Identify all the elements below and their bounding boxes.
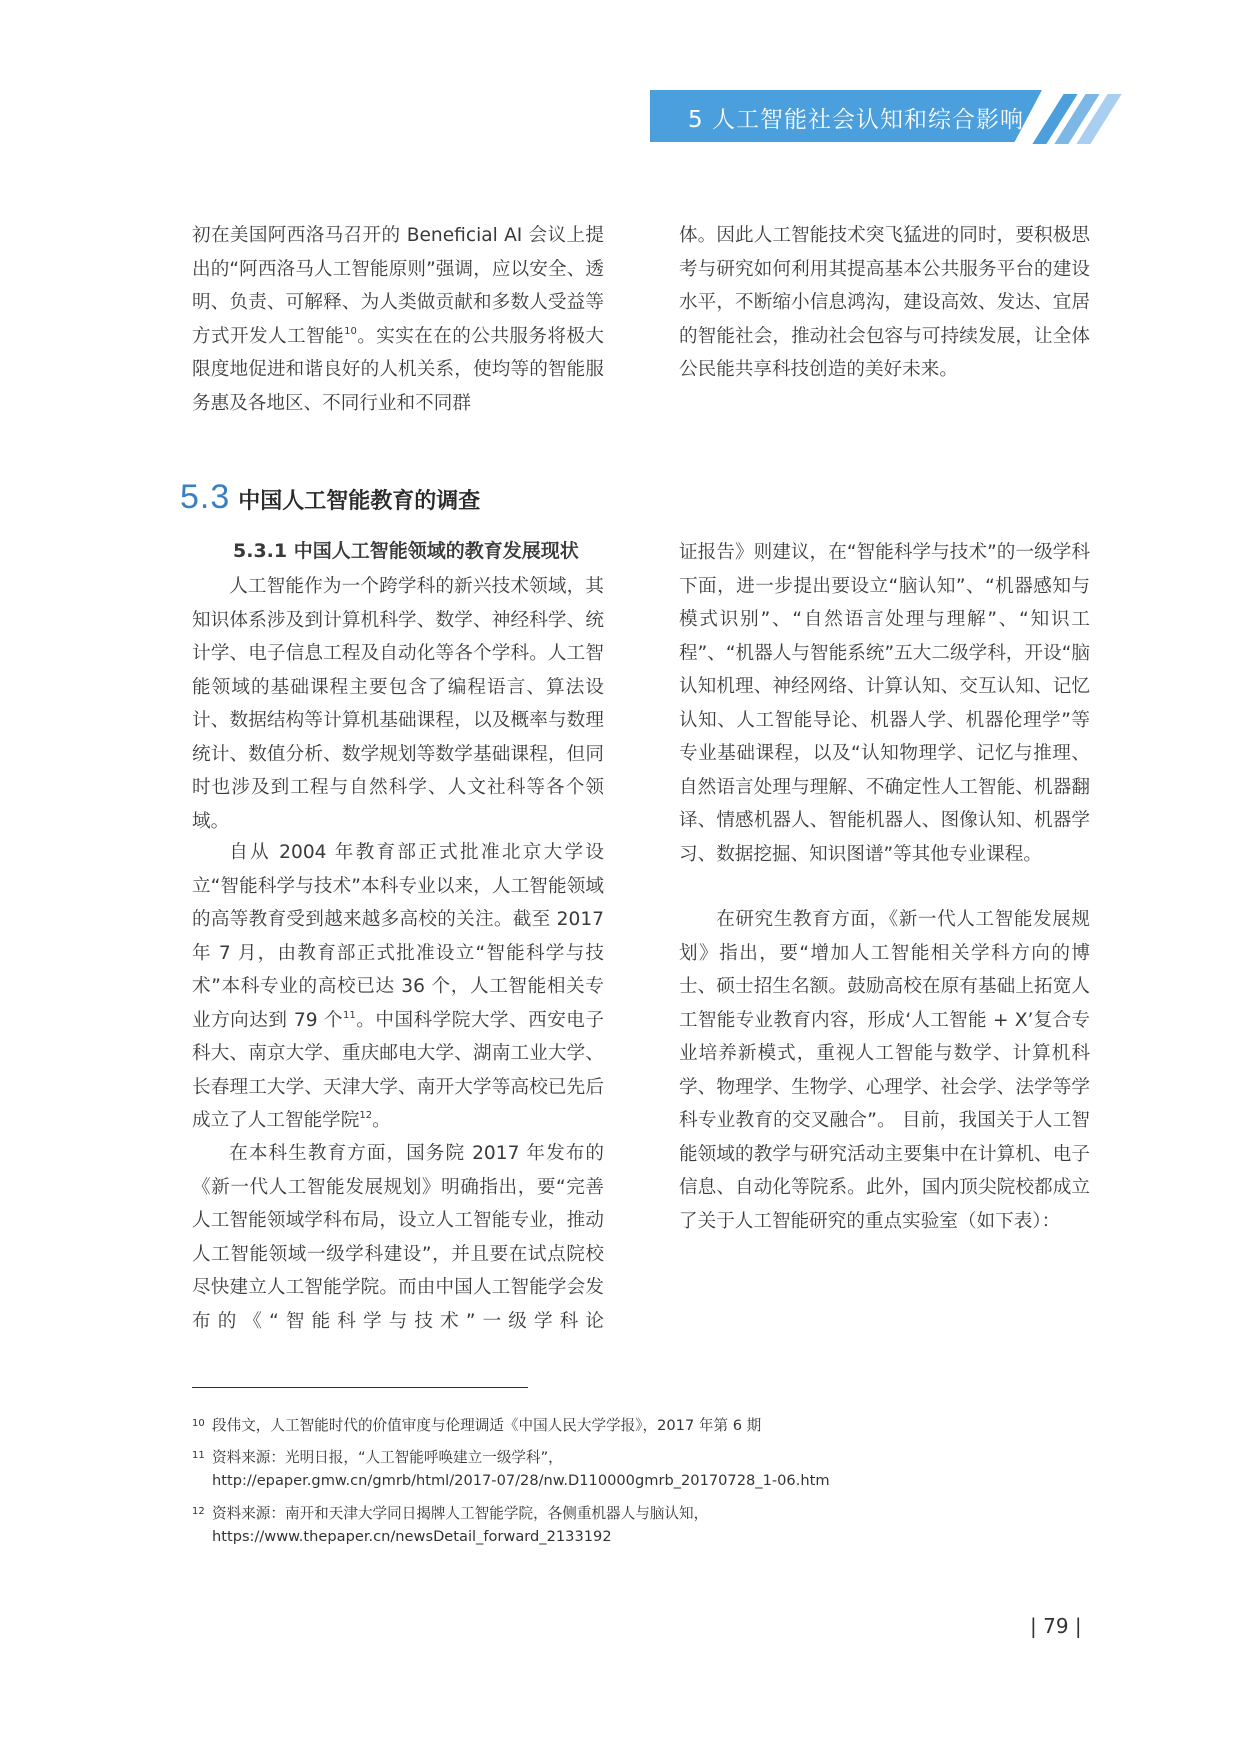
chapter-title: 5 人工智能社会认知和综合影响: [688, 107, 1024, 133]
footnote-text: 段伟文，人工智能时代的价值审度与伦理调适《中国人民大学学报》，2017 年第 6 期: [212, 1417, 762, 1434]
left-paragraph-1: 人工智能作为一个跨学科的新兴技术领域，其知识体系涉及到计算机科学、数学、神经科学、统计学、电子信息工程及自动化等各个学科。人工智能领域的基础课程主要包含了编程语言、算法设计、数据结构等计算机基础课程，以及概率与数理统计、数值分析、数学规划等数学基础课程，但同时也涉及到工程与自然科学、人文社科等各个领域。: [192, 576, 604, 832]
footnote-text: 资料来源：南开和天津大学同日揭牌人工智能学院，各侧重机器人与脑认知，: [212, 1505, 709, 1522]
footnote-number: 12: [192, 1506, 205, 1517]
footnote-url: https://www.thepaper.cn/newsDetail_forward_2133192: [212, 1528, 612, 1545]
top-left-paragraph: 初在美国阿西洛马召开的 Beneficial AI 会议上提出的“阿西洛马人工智能原则”强调，应以安全、透明、负责、可解释、为人类做贡献和多数人受益等方式开发人工智能$^{10}$。实实在在的公共服务将极大限度地促进和谐良好的人机关系，使均等的智能服务惠及各地区、不同行业和不同群: [192, 225, 604, 414]
left-paragraph-2: 自从 2004 年教育部正式批准北京大学设立“智能科学与技术”本科专业以来，人工智能领域的高等教育受到越来越多高校的关注。截至 2017 年 7 月，由教育部正式批准设立“智能科学与技术”本科专业的高校已达 36 个，人工智能相关专业方向达到 79 个$^{11}$。中国科学院大学、西安电子科大、南京大学、重庆邮电大学、湖南工业大学、长春理工大学、天津大学、南开大学等高校已先后成立了人工智能学院$^{12}$。: [192, 842, 604, 1131]
footnote-ref: 10: [344, 325, 357, 337]
section-title: 中国人工智能教育的调查: [238, 489, 481, 514]
right-paragraph-1: 证报告》则建议，在“智能科学与技术”的一级学科下面，进一步提出要设立“脑认知”、“机器感知与模式识别”、“自然语言处理与理解”、“知识工程”、“机器人与智能系统”五大二级学科，开设“脑认知机理、神经网络、计算认知、交互认知、记忆认知、人工智能导论、机器人学、机器伦理学”等专业基础课程，以及“认知物理学、记忆与推理、自然语言处理与理解、不确定性人工智能、机器翻译、情感机器人、智能机器人、图像认知、机器学习、数据挖掘、知识图谱”等其他专业课程。: [679, 542, 1090, 865]
footnote-number: 11: [192, 1450, 205, 1461]
footnote-text: 资料来源：光明日报，“人工智能呼唤建立一级学科”，: [212, 1449, 563, 1466]
section-heading: [180, 478, 480, 517]
right-paragraph-2: 在研究生教育方面，《新一代人工智能发展规划》指出，要“增加人工智能相关学科方向的博士、硕士招生名额。鼓励高校在原有基础上拓宽人工智能专业教育内容，形成‘人工智能 + X’复合专业培养新模式，重视人工智能与数学、计算机科学、物理学、生物学、心理学、社会学、法学等学科专业教育的交叉融合”。 目前，我国关于人工智能领域的教学与研究活动主要集中在计算机、电子信息、自动化等院系。此外，国内顶尖院校都成立了关于人工智能研究的重点实验室（如下表）：: [679, 909, 1090, 1232]
section-number: 5.3: [180, 478, 231, 516]
footnote-divider: [192, 1387, 528, 1388]
footnote-ref: 12: [359, 1110, 373, 1121]
footnote-url: http://epaper.gmw.cn/gmrb/html/2017-07/28/nw.D110000gmrb_20170728_1-06.htm: [212, 1472, 830, 1489]
footnote-number: 10: [192, 1418, 205, 1429]
page-number: | 79 |: [1030, 1614, 1082, 1638]
top-right-paragraph: 体。因此人工智能技术突飞猛进的同时，要积极思考与研究如何利用其提高基本公共服务平台的建设水平，不断缩小信息鸿沟，建设高效、发达、宜居的智能社会，推动社会包容与可持续发展，让全体公民能共享科技创造的美好未来。: [679, 225, 1090, 380]
footnote-ref: 11: [343, 1009, 356, 1021]
left-paragraph-3: 在本科生教育方面，国务院 2017 年发布的《新一代人工智能发展规划》明确指出，要“完善人工智能领域学科布局，设立人工智能专业，推动人工智能领域一级学科建设”，并且要在试点院校尽快建立人工智能学院。而由中国人工智能学会发布的《“智能科学与技术”一级学科论: [192, 1143, 604, 1332]
subsection-heading: 5.3.1 中国人工智能领域的教育发展现状: [233, 540, 579, 562]
